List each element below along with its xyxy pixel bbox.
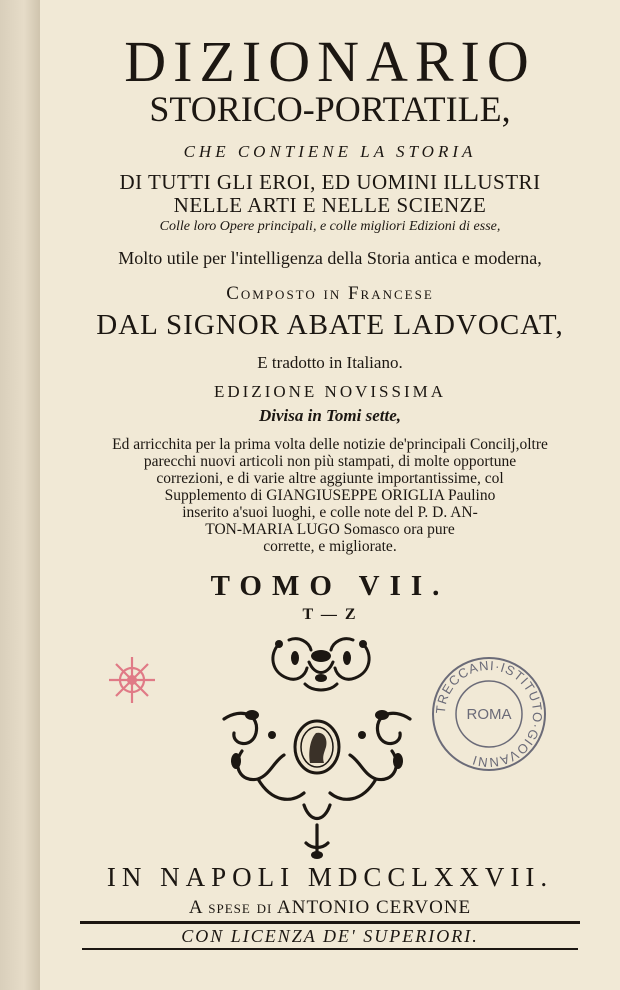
volume-range: T — Z	[302, 606, 358, 623]
imprint-rule	[80, 921, 580, 924]
edition-line: EDIZIONE NOVISSIMA	[213, 382, 446, 401]
description-line: TON-MARIA LUGO Somasco ora pure	[205, 521, 455, 538]
description-line: correzioni, e di varie altre aggiunte importantissime, col	[156, 470, 504, 487]
description-block	[40, 436, 620, 555]
book-title: DIZIONARIO	[124, 29, 536, 94]
author-line: DAL SIGNOR ABATE LADVOCAT,	[96, 309, 564, 341]
laurel-wreath-ornament-icon	[265, 632, 377, 696]
volumes-line: Divisa in Tomi sette,	[259, 406, 401, 425]
subtitle-eroi: DI TUTTI GLI EROI, ED UOMINI ILLUSTRI	[119, 170, 541, 194]
description-line: Ed arricchita per la prima volta delle notizie de'principali Concilj,oltre	[112, 436, 548, 453]
description-line: parecchi nuovi articoli non più stampati, di molte opportune	[143, 453, 517, 470]
book-subtitle: STORICO-PORTATILE,	[149, 89, 511, 129]
volume-number: TOMO VII.	[210, 570, 450, 602]
composto-line: Composto in Francese	[226, 283, 434, 304]
treccani-round-stamp	[430, 655, 548, 773]
stamp-center-text: ROMA	[466, 706, 512, 723]
subtitle-che-contiene: CHE CONTIENE LA STORIA	[183, 142, 477, 161]
book-spine-edge	[0, 0, 41, 990]
description-line: corrette, e migliorate.	[263, 538, 397, 555]
bottom-rule	[82, 948, 578, 950]
subtitle-opere: Colle loro Opere principali, e colle migliori Edizioni di esse,	[159, 219, 501, 234]
description-line: Supplemento di GIANGIUSEPPE ORIGLIA Paulino	[164, 487, 496, 504]
title-page	[40, 0, 620, 990]
subtitle-molto-utile: Molto utile per l'intelligenza della Storia antica e moderna,	[118, 248, 542, 268]
stamp-ring-text: TRECCANI·ISTITUTO·GIOVANNI	[432, 657, 546, 771]
cameo-ornament-icon	[212, 705, 422, 860]
red-library-stamp-icon	[104, 655, 160, 705]
imprint-place: IN NAPOLI MDCCLXXVII.	[106, 862, 554, 892]
description-line: inserito a'suoi luoghi, e colle note del P. D. AN-	[182, 504, 478, 521]
translation-line: E tradotto in Italiano.	[257, 353, 403, 372]
imprint-licence: CON LICENZA DE' SUPERIORI.	[181, 926, 479, 946]
imprint-publisher: A spese di ANTONIO CERVONE	[188, 897, 472, 918]
subtitle-arti: NELLE ARTI E NELLE SCIENZE	[173, 193, 487, 217]
